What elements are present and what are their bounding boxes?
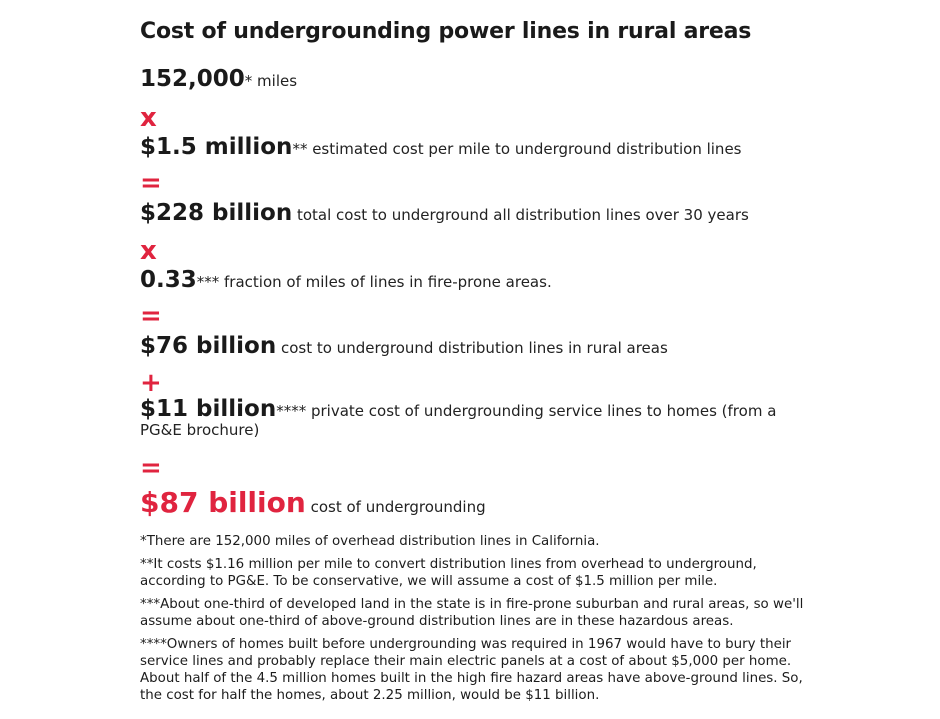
step-description: total cost to underground all distribution lines over 30 years (292, 206, 749, 224)
step-rural-cost (140, 333, 668, 359)
total-value: $87 billion (140, 486, 306, 519)
operator-equals: = (140, 168, 162, 198)
operator-equals: = (140, 453, 162, 483)
step-fraction (140, 267, 552, 293)
operator-multiply: x (140, 236, 157, 266)
step-description: * miles (244, 72, 298, 90)
step-value: 152,000 (140, 66, 245, 92)
step-value: $76 billion (140, 333, 277, 359)
operator-equals: = (140, 301, 162, 331)
step-grand-total (140, 486, 486, 519)
footnote: *There are 152,000 miles of overhead distribution lines in California. (140, 534, 600, 549)
step-description: cost to underground distribution lines in rural areas (276, 339, 668, 357)
step-value: $1.5 million (140, 134, 293, 160)
step-value: $228 billion (140, 200, 293, 226)
step-cost-per-mile (140, 134, 742, 160)
step-total-cost (140, 200, 749, 226)
footnotes (140, 533, 805, 710)
step-value: 0.33 (140, 267, 197, 293)
footnote: **It costs $1.16 million per mile to convert distribution lines from overhead to underground, according to PG&E. To be conservative, we will assume a cost of $1.5 million per mile. (140, 557, 757, 589)
step-service-lines (140, 396, 805, 440)
step-description: cost of undergrounding (305, 498, 486, 516)
step-description: **** private cost of undergrounding service lines to homes (from a PG&E brochure) (140, 402, 777, 439)
page-title: Cost of undergrounding power lines in rural areas (140, 19, 752, 44)
step-description: ** estimated cost per mile to underground distribution lines (292, 140, 742, 158)
operator-multiply: x (140, 103, 157, 133)
footnote: ****Owners of homes built before undergrounding was required in 1967 would have to bury their service lines and probably replace their main electric panels at a cost of about $5,000 per home. About half of the 4.5 million homes built in the high fire hazard areas have above-ground lines. So, the cost for half the homes, about 2.25 million, would be $11 billion. (140, 637, 803, 703)
step-miles (140, 66, 297, 92)
step-value: $11 billion (140, 396, 277, 422)
operator-plus: + (140, 368, 162, 398)
step-description: *** fraction of miles of lines in fire-prone areas. (196, 273, 552, 291)
footnote: ***About one-third of developed land in the state is in fire-prone suburban and rural areas, so we'll assume about one-third of above-ground distribution lines are in these hazardous areas. (140, 597, 804, 629)
